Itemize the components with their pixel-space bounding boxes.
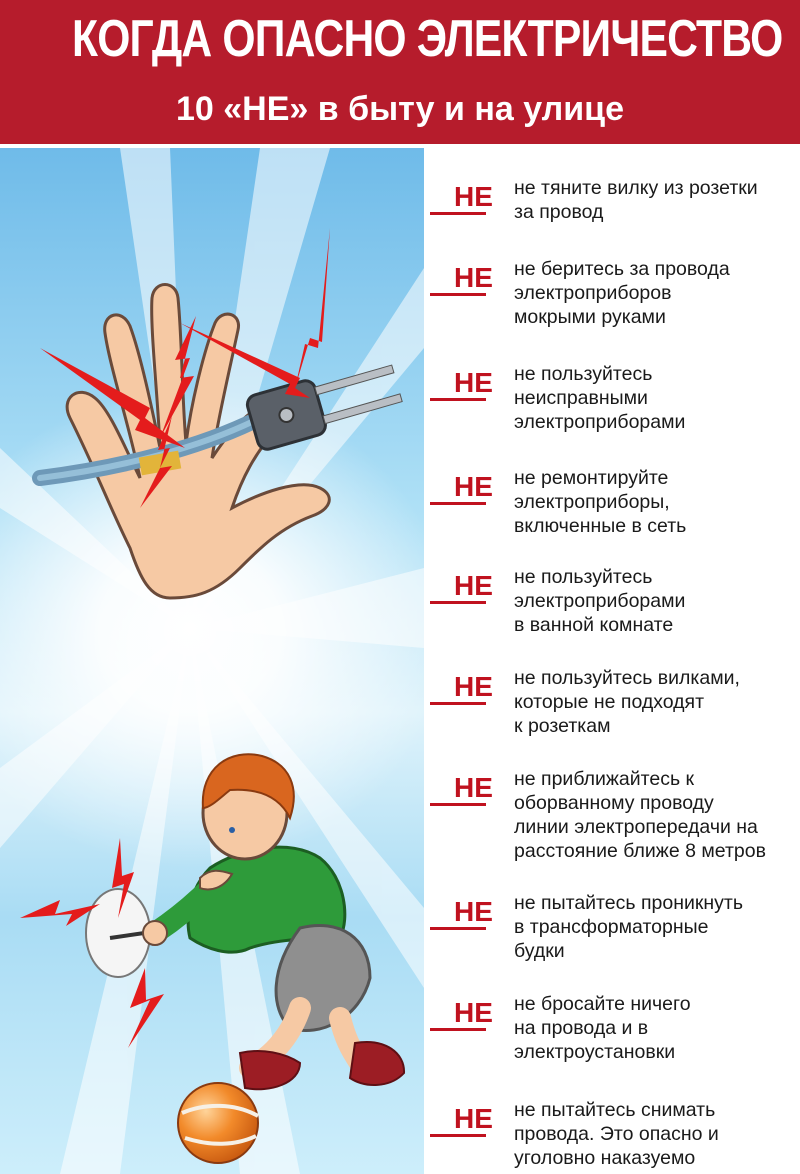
ne-label: НЕ: [428, 1098, 502, 1142]
ne-label: НЕ: [428, 257, 502, 301]
ne-label: НЕ: [428, 767, 502, 811]
illustration-svg: [0, 148, 424, 1174]
poster-title: КОГДА ОПАСНО ЭЛЕКТРИЧЕСТВО: [72, 10, 783, 68]
header-banner: [0, 0, 800, 144]
ne-label: НЕ: [428, 565, 502, 609]
rule-text: не бросайте ничего на провода и в электроустановки: [514, 993, 691, 1063]
rule-text: не пытайтесь проникнуть в трансформаторные будки: [514, 892, 743, 962]
rule-text: не пользуйтесь вилками, которые не подходят к розеткам: [514, 667, 740, 737]
rule-text: не пытайтесь снимать провода. Это опасно и уголовно наказуемо: [514, 1099, 719, 1169]
ball: [178, 1083, 258, 1163]
rule-text: не беритесь за провода электроприборов мокрыми руками: [514, 258, 730, 328]
ne-label: НЕ: [428, 992, 502, 1036]
rule-text: не пользуйтесь неисправными электроприборами: [514, 363, 686, 433]
ne-label: НЕ: [428, 176, 502, 220]
rule-text: не пользуйтесь электроприборами в ванной комнате: [514, 566, 686, 636]
ne-label: НЕ: [428, 466, 502, 510]
poster-subtitle: 10 «НЕ» в быту и на улице: [175, 90, 624, 128]
illustration-panel: [0, 148, 424, 1174]
rule-text: не тяните вилку из розетки за провод: [514, 177, 758, 223]
ne-label: НЕ: [428, 362, 502, 406]
rule-text: не приближайтесь к оборванному проводу линии электропередачи на расстояние ближе 8 метров: [514, 768, 766, 862]
rule-text: не ремонтируйте электроприборы, включенные в сеть: [514, 467, 687, 537]
ne-label: НЕ: [428, 666, 502, 710]
ne-label: НЕ: [428, 891, 502, 935]
